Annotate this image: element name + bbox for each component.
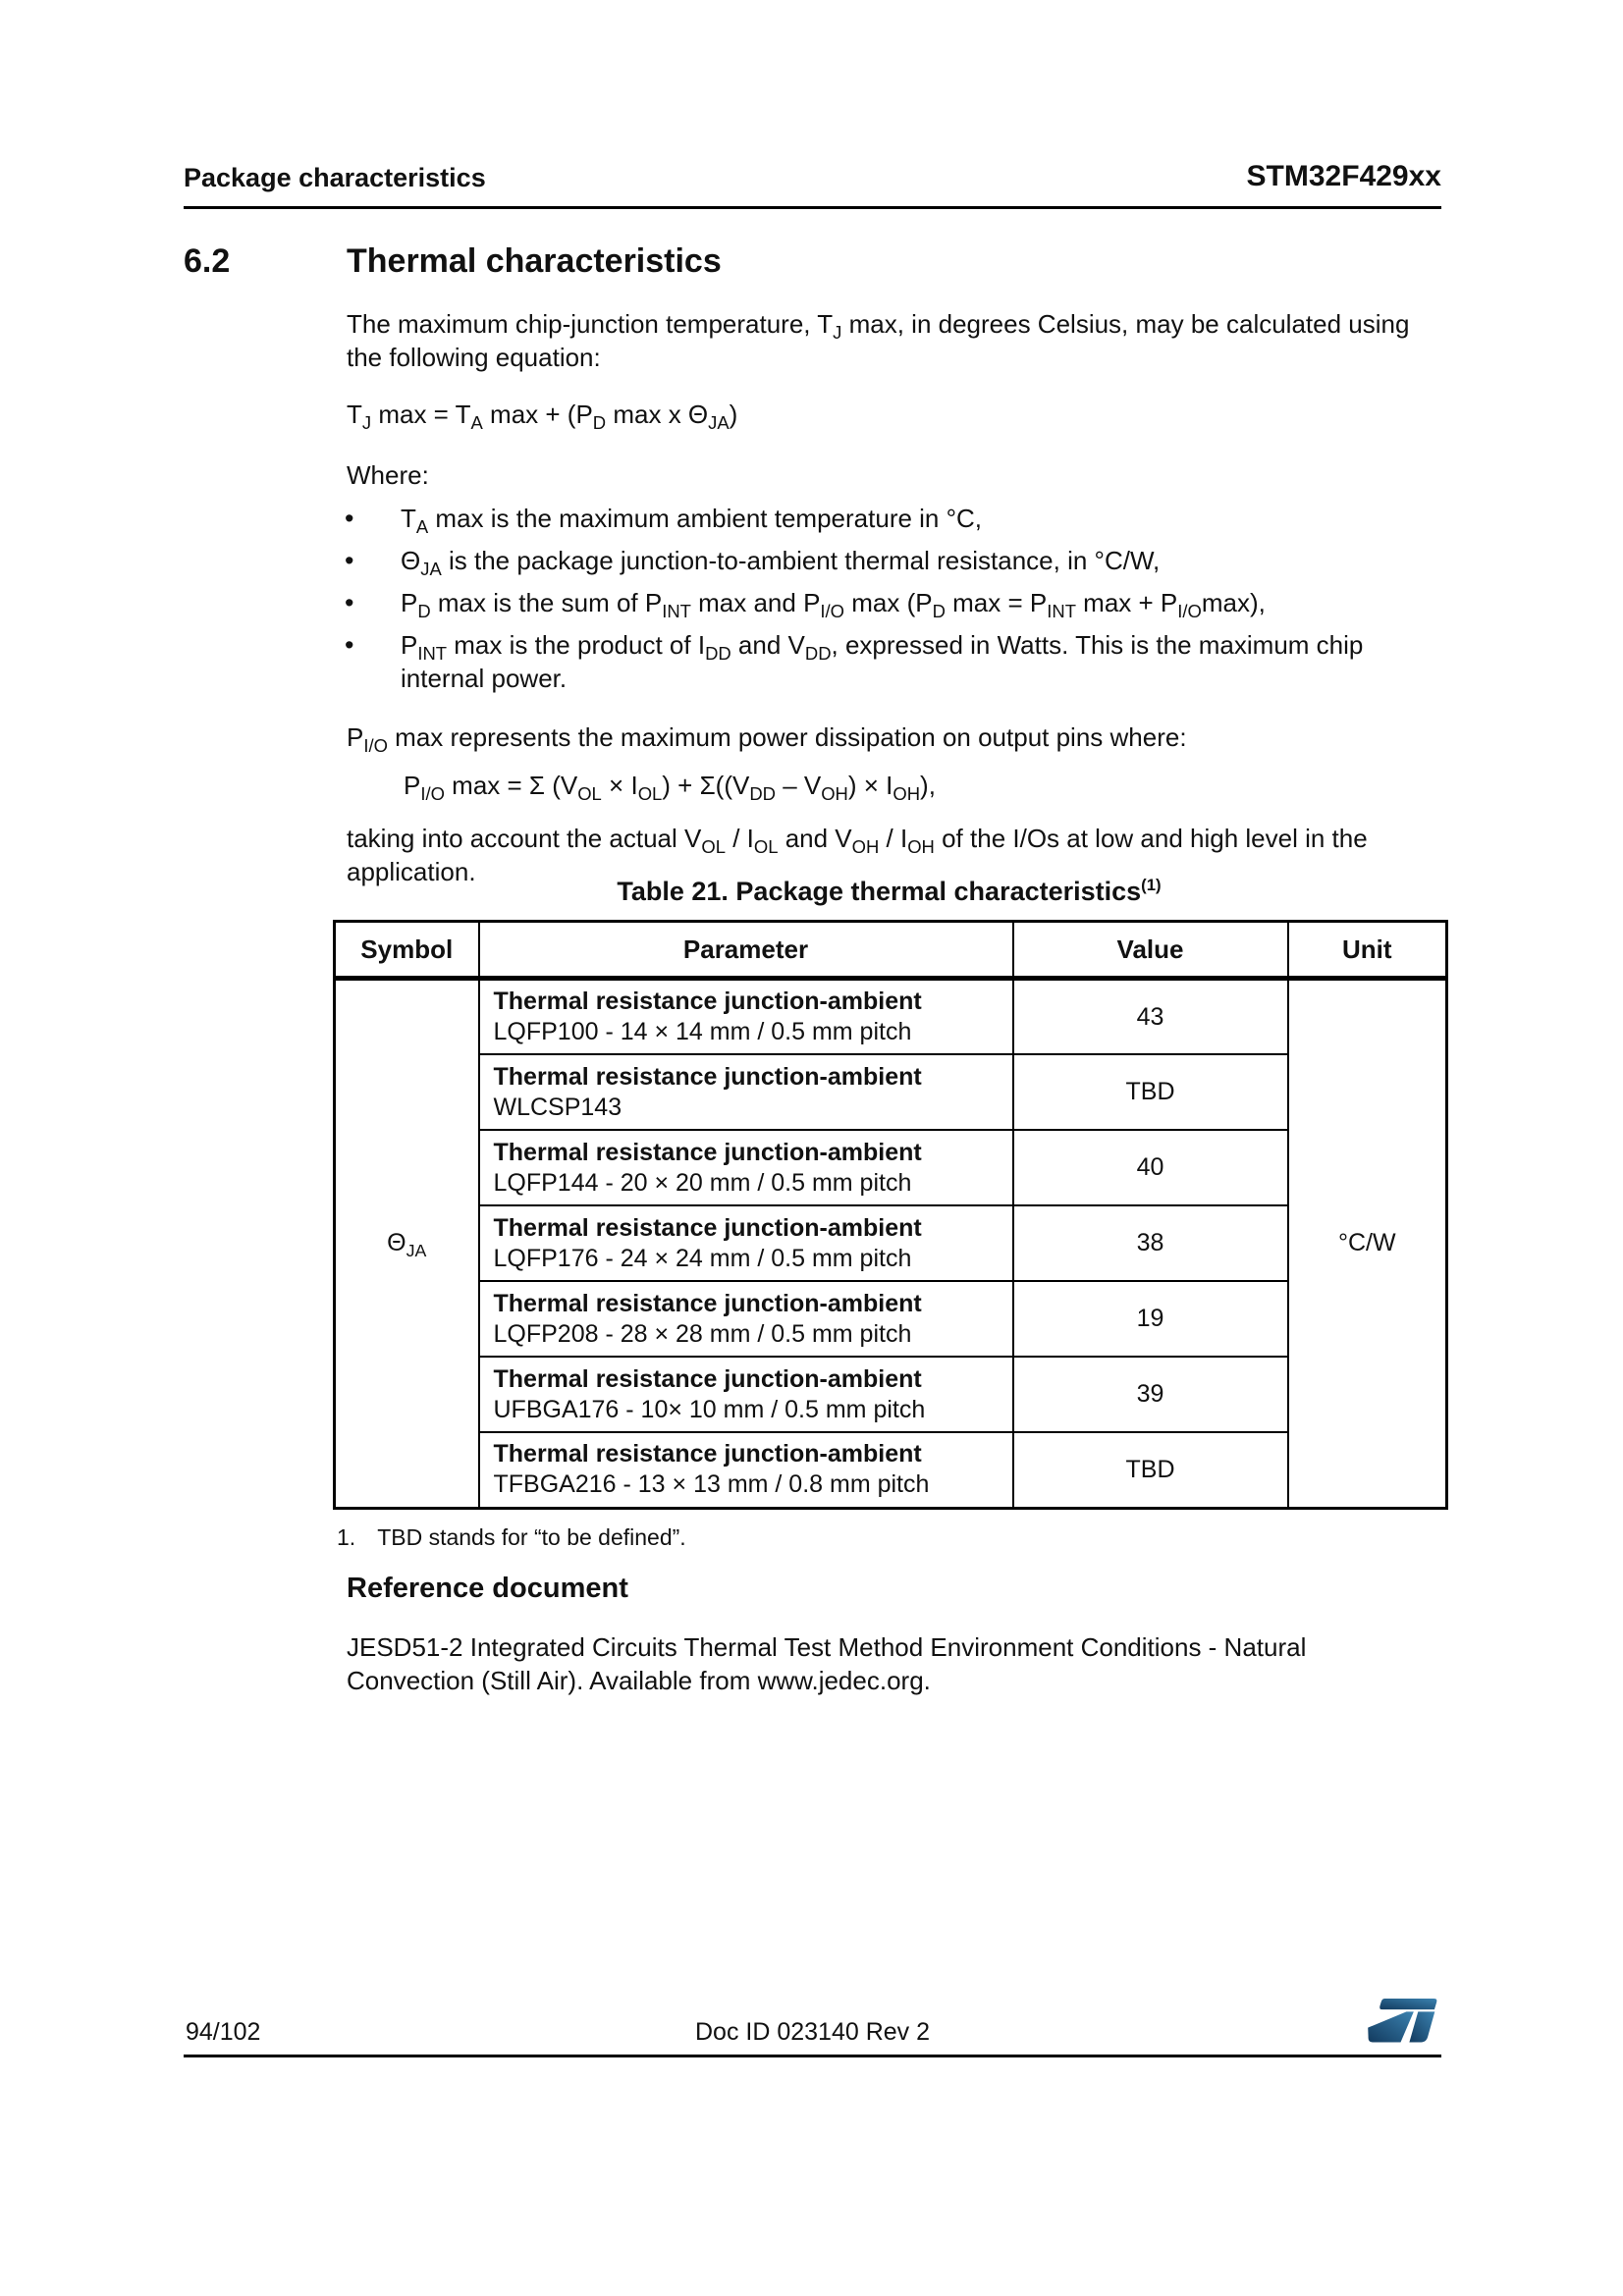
value-cell: 39	[1013, 1357, 1288, 1432]
column-header-value: Value	[1013, 922, 1288, 979]
table-row	[335, 1130, 1447, 1205]
header-chapter-title: Package characteristics	[184, 163, 486, 192]
table-row	[335, 1432, 1447, 1508]
unit-cell: °C/W	[1288, 979, 1447, 1509]
value-cell: 38	[1013, 1205, 1288, 1281]
reference-block	[347, 1573, 1387, 1697]
parameter-cell: Thermal resistance junction-ambient WLCSP143	[479, 1054, 1013, 1130]
parameter-cell: Thermal resistance junction-ambient LQFP208 - 28 × 28 mm / 0.5 mm pitch	[479, 1281, 1013, 1357]
parameter-cell: Thermal resistance junction-ambient TFBGA216 - 13 × 13 mm / 0.8 mm pitch	[479, 1432, 1013, 1508]
st-logo-icon	[1366, 1996, 1438, 2054]
tj-equation: $T_J$ $\max = T_A$ $\max + (P_D$ max x $\Theta_{JA}$)	[347, 400, 738, 434]
table-row	[335, 1054, 1447, 1130]
value-cell: TBD	[1013, 1054, 1288, 1130]
reference-heading: Reference document	[347, 1573, 628, 1604]
section-number: 6.2	[184, 242, 231, 280]
symbol-cell: $\Theta_{JA}$	[335, 979, 479, 1509]
intro-paragraph: The maximum chip-junction temperature, $T_J$ max, in degrees Celsius, may be calculated using the following equation:	[347, 309, 1410, 372]
header-part-number: STM32F429xx	[1246, 160, 1441, 192]
column-header-parameter: Parameter	[479, 922, 1013, 979]
definition-list	[347, 502, 1444, 695]
reference-text: JESD51-2 Integrated Circuits Thermal Test Method Environment Conditions - Natural Convection (Still Air). Available from www.jedec.org.	[347, 1632, 1307, 1695]
page-header	[184, 160, 1441, 209]
list-item: • $P_D$ max is the sum of $P_{INT}$ max and $P_{I/O}$ $\max (P_D$ $\max = P_{INT}$ $\max + P_{I/O}\max$),	[347, 586, 1444, 619]
value-cell: 19	[1013, 1281, 1288, 1357]
parameter-cell: Thermal resistance junction-ambient LQFP144 - 20 × 20 mm / 0.5 mm pitch	[479, 1130, 1013, 1205]
pio-equation: $P_{I/O}$ max = Σ $(V_{OL} \times I_{OL}) + \Sigma((V_{DD} - V_{OH}) \times I_{OH})$,	[404, 771, 936, 805]
parameter-cell: Thermal resistance junction-ambient LQFP100 - 14 × 14 mm / 0.5 mm pitch	[479, 979, 1013, 1055]
body-content	[347, 307, 1444, 888]
table-footnote	[333, 1524, 1445, 1551]
footnote-text: TBD stands for “to be defined”.	[377, 1523, 686, 1550]
list-item: • $T_A$ max is the maximum ambient temperature in °C,	[347, 502, 1444, 535]
list-item: • $\Theta_{JA}$ is the package junction-to-ambient thermal resistance, in °C/W,	[347, 544, 1444, 577]
section-title: Thermal characteristics	[347, 242, 722, 280]
where-label: Where:	[347, 460, 429, 490]
thermal-table-block	[333, 877, 1445, 1551]
footer-doc-id: Doc ID 023140 Rev 2	[694, 2018, 931, 2046]
value-cell: TBD	[1013, 1432, 1288, 1508]
footnote-number: 1.	[337, 1523, 356, 1550]
table-row	[335, 1205, 1447, 1281]
parameter-cell: Thermal resistance junction-ambient LQFP176 - 24 × 24 mm / 0.5 mm pitch	[479, 1205, 1013, 1281]
footer-page-number: 94/102	[186, 2018, 261, 2046]
list-item: • $P_{INT}$ max is the product of $I_{DD}$ and $V_{DD}$, expressed in Watts. This is the maximum chip internal power.	[347, 628, 1444, 695]
value-cell: 40	[1013, 1130, 1288, 1205]
table-row	[335, 1281, 1447, 1357]
pio-intro-paragraph: $P_{I/O}$ max represents the maximum power dissipation on output pins where:	[347, 722, 1187, 757]
table-row	[335, 979, 1447, 1055]
value-cell: 43	[1013, 979, 1288, 1055]
column-header-symbol: Symbol	[335, 922, 479, 979]
pio-outro-paragraph: taking into account the actual $V_{OL} / I_{OL}$ and $V_{OH} / I_{OH}$ of the I/Os at low and high level in the application.	[347, 824, 1368, 886]
page-footer	[184, 2007, 1441, 2057]
table-row	[335, 1357, 1447, 1432]
thermal-table-body	[335, 979, 1447, 1509]
parameter-cell: Thermal resistance junction-ambient UFBGA176 - 10× 10 mm / 0.5 mm pitch	[479, 1357, 1013, 1432]
table-header-row	[335, 922, 1447, 979]
table-title: Table 21. Package thermal characteristics$^{(1)}$	[617, 876, 1162, 906]
thermal-table	[333, 920, 1448, 1510]
section-heading	[184, 242, 722, 281]
column-header-unit: Unit	[1288, 922, 1447, 979]
